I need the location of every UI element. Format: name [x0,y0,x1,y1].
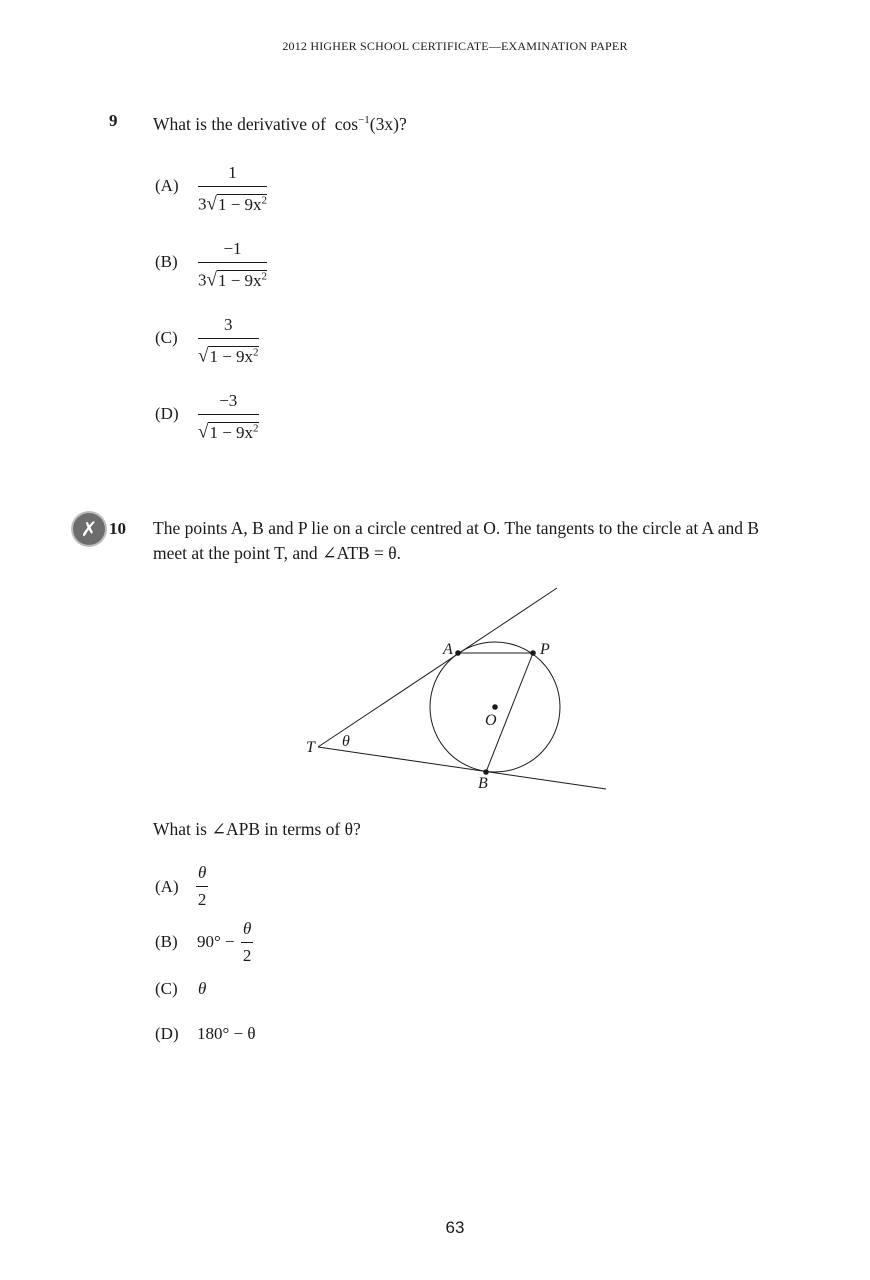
radicand-power: 2 [261,270,268,282]
label-theta: θ [342,733,350,750]
q9-option-b-label[interactable]: (B) [155,252,178,271]
q10-option-c-text: θ [198,979,207,998]
radicand [208,422,258,442]
question-9-prompt [153,108,407,137]
circle-tangent-diagram [300,580,620,800]
point-b [483,769,489,775]
point-p [530,650,536,656]
question-10-number: 10 [109,519,126,538]
q9-prompt-text: What is the derivative of [153,113,326,134]
q9-option-a-numerator: 1 [228,163,237,182]
q9-prompt-exp: −1 [358,114,370,126]
q9-option-b-denominator [198,263,267,293]
radicand-power: 2 [261,194,268,206]
label-a: A [443,641,453,658]
q10-option-b-prefix: 90° − [197,932,235,951]
sqrt-icon: √ [206,193,217,215]
question-9-number: 9 [109,111,118,130]
q10-option-a-numerator: θ [198,863,207,882]
label-p: P [540,641,550,658]
q9-option-a-label[interactable]: (A) [155,176,179,195]
q9-option-d-fraction[interactable] [198,390,259,445]
q9-option-d-numerator: −3 [219,391,238,410]
coef: 3 [198,194,207,214]
point-o [492,704,498,710]
q9-option-b-fraction[interactable] [198,238,267,293]
question-10-subquestion: What is ∠APB in terms of θ? [153,819,361,839]
q9-option-c-numerator: 3 [224,315,233,334]
label-b: B [478,775,488,792]
question-10-line-2: meet at the point T, and ∠ATB = θ. [153,543,402,563]
q10-option-d-label[interactable]: (D) [155,1024,179,1043]
label-t: T [306,739,315,756]
radicand-text: 1 − 9x [217,270,262,290]
page-number: 63 [445,1218,465,1237]
q9-option-c-fraction[interactable] [198,314,259,369]
q10-option-b-numerator: θ [243,919,252,938]
sqrt-icon: √ [198,421,209,443]
radicand-text: 1 − 9x [209,422,254,442]
q9-prompt-arg: (3x)? [369,113,407,134]
q9-option-c-denominator [198,339,259,369]
page-header: 2012 HIGHER SCHOOL CERTIFICATE—EXAMINATION PAPER [282,39,628,53]
q9-option-d-label[interactable]: (D) [155,404,179,423]
point-a [455,650,461,656]
radicand-power: 2 [253,422,259,434]
q10-option-b-denominator: 2 [242,946,252,965]
radicand [217,194,267,214]
q10-option-a-denominator: 2 [197,890,207,909]
radicand-text: 1 − 9x [217,194,262,214]
q9-option-c-label[interactable]: (C) [155,328,178,347]
radicand [217,270,267,290]
coef: 3 [198,270,207,290]
q9-prompt-func: cos [334,113,359,134]
tangent-line-tb [318,747,606,789]
q10-option-a-label[interactable]: (A) [155,877,179,896]
q10-option-d-text: 180° − θ [197,1024,256,1043]
question-10-line-1: The points A, B and P lie on a circle centred at O. The tangents to the circle at A and B [153,518,760,538]
cross-mark-icon: ✗ [73,513,105,545]
q9-option-b-numerator: −1 [223,239,242,258]
radicand [208,346,258,366]
q9-option-a-fraction[interactable] [198,162,267,217]
radicand-text: 1 − 9x [209,346,254,366]
sqrt-icon: √ [206,269,217,291]
sqrt-icon: √ [198,345,209,367]
q10-option-a-fraction[interactable] [196,862,208,912]
q10-option-c-label[interactable]: (C) [155,979,178,998]
q10-option-b-label[interactable]: (B) [155,932,178,951]
q10-option-b-fraction[interactable] [241,918,253,968]
q9-option-a-denominator [198,187,267,217]
label-o: O [485,712,497,729]
tangent-line-ta [318,588,557,747]
radicand-power: 2 [253,346,259,358]
q9-option-d-denominator [198,415,259,445]
